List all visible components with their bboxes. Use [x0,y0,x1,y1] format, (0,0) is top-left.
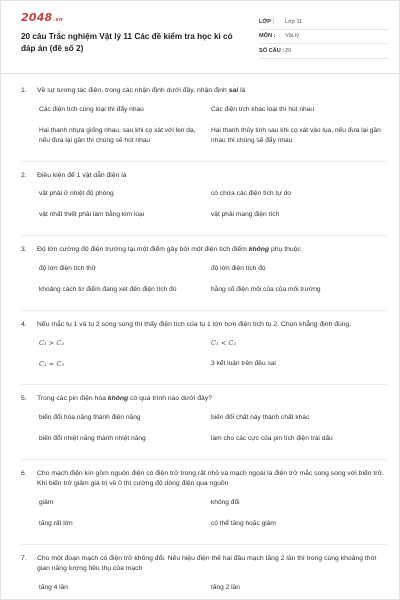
question-stem [21,320,387,331]
question-1 [21,86,387,157]
question-number: 6. [21,469,27,477]
question-3 [21,245,387,306]
question-stem [21,245,387,256]
option-a[interactable]: C₁ > C₂ [39,339,65,347]
option-c[interactable]: Hai thanh nhựa giống nhau, sau khi cọ xát với len dạ, nếu đưa lại gần thì chúng sẽ hút nhau [39,126,196,144]
logo-sub: .vn [53,17,63,23]
question-divider [21,384,387,385]
question-text: Cho mạch điện kín gồm nguồn điện có điện trở trong rất nhỏ và mạch ngoài là điện trở mắc song song với biến trở. Khi biến trở giảm giá trị về 0 thì cường độ dòng điện qua nguồn [37,469,384,487]
option-a[interactable]: giảm [39,498,54,506]
question-divider [21,310,387,311]
question-stem [21,554,387,575]
question-divider [21,544,387,545]
question-divider [21,161,387,162]
stem-part: Độ lớn cường độ điện trường tại một điểm gây bởi một điện tích điểm [37,246,249,253]
meta-table [259,15,389,59]
question-text [37,245,387,256]
question-divider [21,459,387,460]
meta-key: SỐ CÂU : [259,47,285,54]
option-c[interactable]: khoảng cách từ điểm đang xét đến điện tích đó [39,285,177,293]
stem-part: Trong các pin điện hóa [37,395,108,402]
question-7 [21,554,387,600]
question-4 [21,320,387,381]
stem-part: Về sự tương tác điện, trong các nhận định dưới đây, nhận định [37,87,229,94]
options [21,264,387,306]
option-b[interactable]: tăng 2 lần [211,583,240,591]
meta-key: MÔN : [259,33,276,40]
logo-main: 2048 [21,11,53,24]
option-c[interactable]: tăng rất lớn [39,519,73,527]
question-6 [21,469,387,540]
options [21,105,387,157]
option-b[interactable]: C₁ < C₂ [211,339,237,347]
stem-emphasis: không [107,395,129,402]
question-text [37,86,387,97]
options [21,583,387,600]
question-number: 1. [21,87,27,94]
meta-value: Lớp 11 [285,18,303,25]
option-b[interactable]: độ lớn điện tích đó [211,264,266,272]
option-d[interactable]: làm cho các cực của pin tích điện trái dấu [211,434,333,442]
option-a[interactable]: độ lớn điện tích thử [39,264,97,272]
question-number: 5. [21,395,27,402]
question-stem [21,469,387,490]
question-text: Điều kiện để 1 vật dẫn điện là [37,171,127,179]
meta-row-count [259,44,389,59]
option-a[interactable]: Các điện tích cùng loại thì đẩy nhau [39,105,144,113]
stem-part: có quá trình nào dưới đây? [128,395,213,402]
option-d[interactable]: hằng số điện môi của của môi trường [211,285,321,293]
option-b[interactable]: có chứa các điện tích tự do [211,190,291,197]
option-c[interactable]: biến đổi nhiệt năng thành nhiệt năng [39,434,146,442]
question-2 [21,171,387,232]
option-a[interactable]: tăng 4 lần [39,583,68,591]
options [21,189,387,231]
question-text: Cho một đoạn mạch có điện trở không đổi. Nếu hiệu điện thế hai đầu mạch tăng 2 lần thì trong cùng khoảng thời gian năng lượng tiêu thụ của mạch [37,554,377,572]
meta-row-subject [259,30,389,45]
question-number: 3. [21,246,27,253]
question-stem [21,86,387,97]
stem-part: phụ thuộc [269,246,301,253]
question-list [1,74,399,600]
meta-row-class [259,15,389,30]
question-text: Nếu mắc tụ 1 và tụ 2 song song thì thấy điện tích của tụ 1 lớn hơn điện tích tụ 2. Chọn khẳng định đúng. [37,320,352,328]
option-c[interactable]: C₁ = C₂ [39,360,65,368]
option-d[interactable]: vật phải mang điện tích [211,211,280,218]
option-d[interactable]: 3 kết luận trên đều sai [211,360,276,367]
question-number: 4. [21,320,27,328]
meta-value: Vật lý [285,33,299,40]
option-a[interactable]: vật phải ở nhiệt độ phòng [39,190,114,197]
option-b[interactable]: Các điện tích khác loại thì hút nhau [211,105,315,113]
page-title: 20 câu Trắc nghiệm Vật lý 11 Các đề kiểm tra học kì có đáp án (đề số 2) [21,32,233,53]
stem-emphasis: sai [228,87,239,94]
stem-part: là [238,87,246,94]
meta-value: 20 [285,47,292,54]
question-stem [21,171,387,182]
options [21,413,387,455]
option-a[interactable]: biến đổi hóa năng thành điện năng [39,413,141,421]
meta-key: LỚP : [259,18,275,25]
options [21,498,387,540]
header [1,1,399,69]
question-5 [21,394,387,455]
question-number: 2. [21,171,27,179]
option-b[interactable]: biến đổi chất này thành chất khác [211,413,310,421]
option-b[interactable]: không đổi [211,498,240,506]
option-c[interactable]: vật nhất thiết phải làm bằng kim loại [39,211,145,218]
question-stem [21,394,387,405]
option-d[interactable]: Hai thanh thủy tinh sau khi cọ xát vào lụa, nếu đưa lại gần nhau thì chúng sẽ đẩy nhau [211,126,381,144]
stem-emphasis: không [248,246,270,253]
question-number: 7. [21,554,27,562]
question-text [37,394,387,405]
option-d[interactable]: có thể tăng hoặc giảm [211,519,276,527]
question-divider [21,235,387,236]
options [21,338,387,380]
